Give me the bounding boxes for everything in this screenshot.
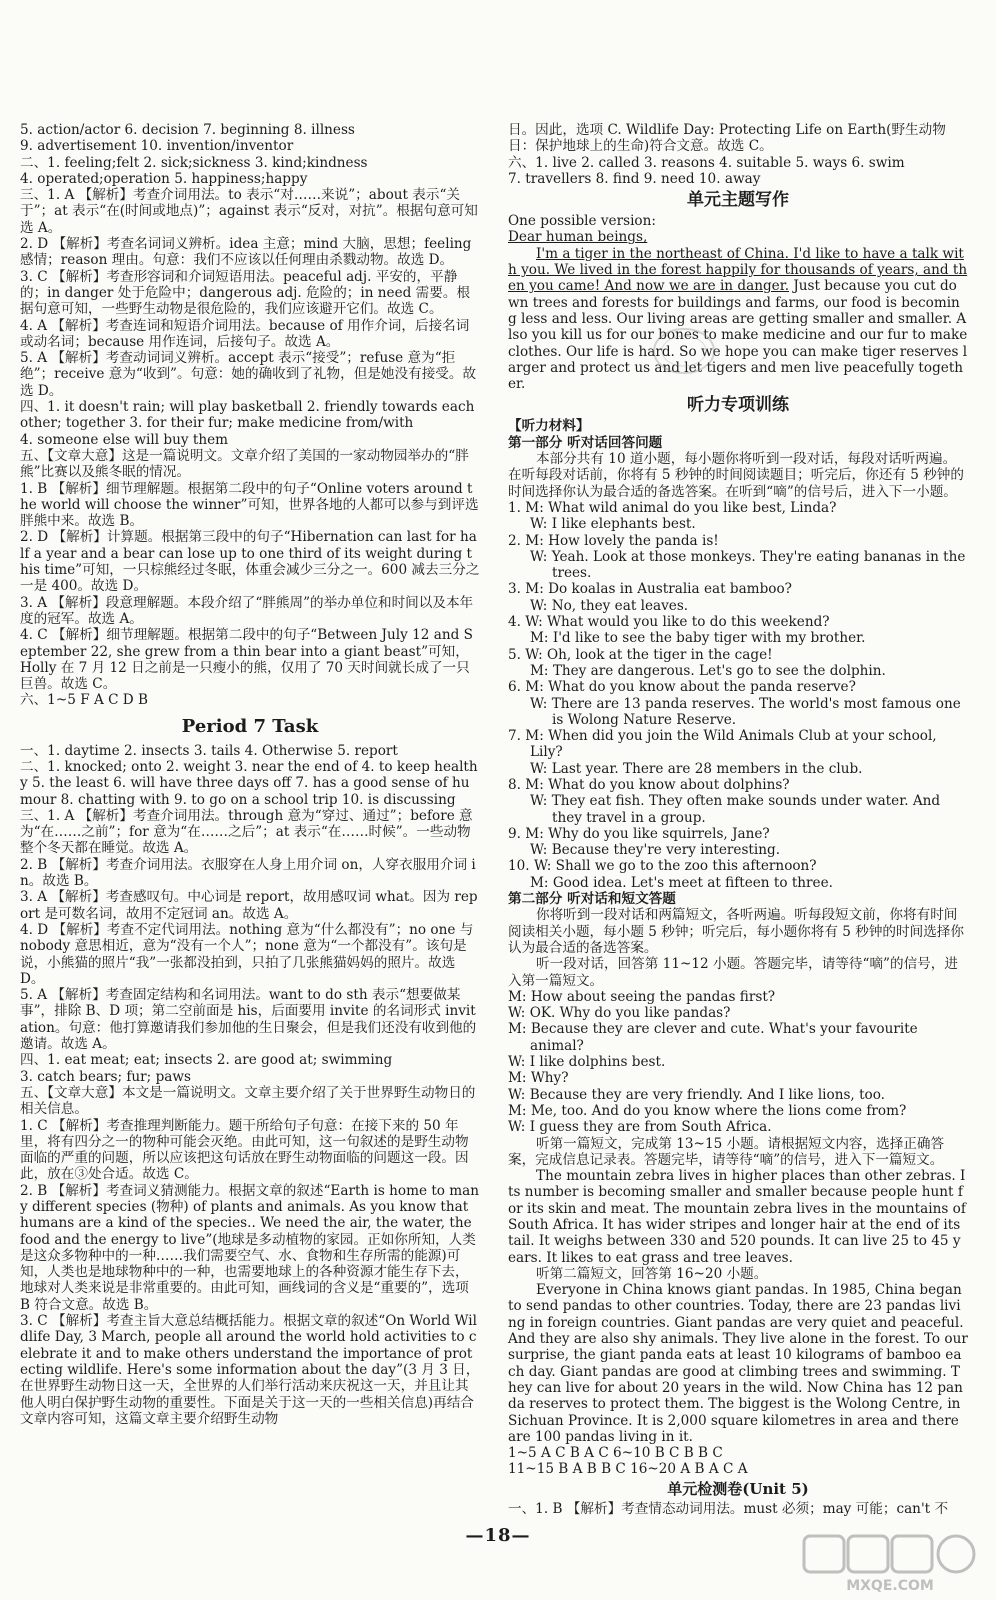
answer-line: 二、1. feeling;felt 2. sick;sickness 3. kind;kindness — [20, 154, 368, 171]
answer-explanation: 3. A 【解析】考查感叹句。中心词是 report，故用感叹词 what。因为 report 是可数名词，故用不定冠词 an。故选 A。 — [20, 889, 478, 922]
passage1-text: The mountain zebra lives in higher places than other zebras. Its number is becoming smaller and smaller because people hunt for its skin and meat. The mountain zebra lives in the mountains of South Africa. It has wider stripes and longer hair at the end of its tail. It weighs between 330 and 520 pounds. It can live 25 to 45 years. It likes to eat grass and tree leaves. — [508, 1168, 966, 1266]
writing-heading: 单元主题写作 — [687, 190, 789, 211]
dialog-line: W: Because they are very friendly. And I like lions, too. — [508, 1086, 885, 1103]
dialog-line: M: They are dangerous. Let's go to see the dolphin. — [530, 662, 886, 679]
answer-line: 六、1. live 2. called 3. reasons 4. suitable 5. ways 6. swim — [508, 154, 905, 171]
answer-explanation: 1. C 【解析】考查推理判断能力。题干所给句子句意：在接下来的 50 年里，将有四分之一的物种可能会灭绝。由此可知，这一句叙述的是野生动物面临的严重的问题，所以应该把这句话放在野生动物面临的问题这一段。因此，放在③处合适。故选 C。 — [20, 1117, 469, 1183]
answer-explanation: 三、1. A 【解析】考查介词用法。through 意为“穿过、通过”；before 意为“在……之前”；for 意为“在……之后”；at 表示“在……时候”。一些动物整个冬天都在睡觉。故选 A。 — [20, 807, 473, 857]
answer-explanation: 2. B 【解析】考查词义猜测能力。根据文章的叙述“Earth is home to many different species (物种) of plants and animals. As you know that humans are a kind of the species.. We need the air, the water, the food and the energy to live”(地球是多动植物的家园。正如你所知，人类是这众多物种中的一种……我们需要空气、水、食物和生存所需的能源)可知，人类也是地球物种中的一种，也需要地球上的各种资源才能生存下去，地球对人类来说是非常重要的。由此可知，画线词的含义是“重要的”，选项 B 符合文意。故选 B。 — [20, 1182, 480, 1313]
answer-explanation: 3. C 【解析】考查形容词和介词短语用法。peaceful adj. 平安的，平静的；in danger 处于危险中；dangerous adj. 危险的；in need 需要。根据句意可知，一些野生动物是很危险的，我们应该避开它们。故选 C。 — [20, 268, 471, 318]
passage2-intro: 听第二篇短文，回答第 16~20 小题。 — [536, 1265, 768, 1282]
writing-rest: Just because you cut down trees and forests for buildings and farms, our food is becoming less and less. Our living areas are getting smaller and smaller. Also you kill us for our bones to make medicine and our fur to make clothes. Our life is hard. So we hope you can make tiger reserves larger and protect us and let tigers and men live peacefully together. — [508, 278, 968, 393]
dialog-line: W: I guess they are from South Africa. — [508, 1119, 772, 1136]
dialog-line: W: I like elephants best. — [530, 516, 696, 533]
answer-line: 二、1. knocked; onto 2. weight 3. near the end of 4. to keep healthy 5. the least 6. will have three days off 7. has a good sense of humour 8. chatting with 9. to go on a school trip 10. is discussing — [20, 758, 478, 808]
writing-intro: One possible version: — [508, 213, 656, 230]
passage1-intro: 听第一篇短文，完成第 13~15 小题。请根据短文内容，选择正确答案，完成信息记录表。答题完毕，请等待“嘀”的信号，进入下一篇短文。 — [508, 1135, 945, 1168]
answer-line: 六、1~5 F A C D B — [20, 692, 149, 709]
dialog-line: 3. M: Do koalas in Australia eat bamboo? — [508, 581, 792, 598]
answer-explanation: 2. D 【解析】计算题。根据第三段中的句子“Hibernation can last for half a year and a bear can lose up to one third of its weight during this time”可知，一只棕熊经过冬眠，体重会减少三分之一。600 减去三分之一是 400。故选 D。 — [20, 529, 480, 595]
test-heading: 单元检测卷(Unit 5) — [667, 1479, 809, 1498]
dialog-line: M: Good idea. Let's meet at fifteen to three. — [530, 874, 833, 891]
answer-line: 一、1. daytime 2. insects 3. tails 4. Otherwise 5. report — [20, 742, 398, 759]
answer-explanation: 3. C 【解析】考查主旨大意总结概括能力。根据文章的叙述“On World Wildlife Day, 3 March, people all around the world hold activities to celebrate it and to make others understand the importance of protecting wildlife. Here's some information about the day”(3 月 3 日，在世界野生动物日这一天，全世界的人们举行活动来庆祝这一天，并且让其他人明白保护野生动物的重要性。下面是关于这一天的一些相关信息)再结合文章内容可知，这篇文章主要介绍野生动物 — [20, 1313, 480, 1427]
part1-label: 第一部分 听对话回答问题 — [508, 434, 663, 451]
answer-explanation: 三、1. A 【解析】考查介词用法。to 表示“对……来说”；about 表示“关于”；at 表示“在(时间或地点)”；against 表示“反对，对抗”。根据句意可知选 A。 — [20, 187, 478, 236]
answer-explanation: 5. A 【解析】考查固定结构和名词用法。want to do sth 表示“想要做某事”，排除 B、D 项；第二空前面是 his，后面要用 invite 的名词形式 invitation。句意：他打算邀请我们参加他的生日聚会，但是我们还没有收到他的邀请。故选 A。 — [20, 987, 477, 1053]
passage2-text: Everyone in China knows giant pandas. In 1985, China began to send pandas to other countries. Today, there are 23 pandas living in foreign countries. Giant pandas are very quiet and peaceful. And they are also shy animals. They live alone in the forest. To our surprise, the giant panda eats at least 10 kilograms of bamboo each day. Giant pandas are good at climbing trees and swimming. They can live for about 20 years in the wild. Now China has 12 panda reserves to protect them. The biggest is the Wolong Centre, in Sichuan Province. It is 2,000 square kilometres in area and there are 100 pandas living in it. — [508, 1282, 968, 1445]
dialog-line: M: I'd like to see the baby tiger with my brother. — [530, 630, 866, 647]
dialog-list — [508, 500, 968, 891]
page-number: —18— — [465, 1525, 531, 1546]
dialog-line: W: Last year. There are 28 members in the club. — [530, 760, 863, 777]
writing-body — [508, 246, 968, 393]
answer-key-1: 1~5 A C B A C 6~10 B C B B C — [508, 1445, 723, 1462]
watermark-text: MXQE.COM — [846, 1578, 934, 1594]
answer-line: 4. operated;operation 5. happiness;happy — [20, 170, 308, 187]
answer-explanation: 4. D 【解析】考查不定代词用法。nothing 意为“什么都没有”；no one 与 nobody 意思相近，意为“没有一个人”；none 意为“一个都没有”。该句是说，小熊猫的照片“我”一张都没拍到，只拍了几张熊猫妈妈的照片。故选 D。 — [20, 921, 474, 987]
passage-summary: 五、【文章大意】本文是一篇说明文。文章主要介绍了关于世界野生动物日的相关信息。 — [20, 1084, 476, 1118]
dialog-line: 2. M: How lovely the panda is! — [508, 532, 719, 549]
answer-explanation: 日。因此，选项 C. Wildlife Day: Protecting Life on Earth(野生动物日：保护地球上的生命)符合文意。故选 C。 — [508, 122, 946, 155]
answer-key-2: 11~15 B A B B C 16~20 A B A C A — [508, 1461, 748, 1478]
dialog-line: 1. M: What wild animal do you like best, Linda? — [508, 499, 837, 516]
part1-intro: 本部分共有 10 道小题，每小题你将听到一段对话，每段对话听两遍。在听每段对话前，你将有 5 秒钟的时间阅读题目；听完后，你还有 5 秒钟的时间选择你认为最合适的备选答案。在听到“嘀”的信号后，进入下一小题。 — [508, 451, 964, 500]
conversation — [508, 989, 968, 1136]
passage-summary: 五、【文章大意】这是一篇说明文。文章介绍了美国的一家动物园举办的“胖熊”比赛以及熊冬眠的情况。 — [20, 447, 469, 481]
test-line: 一、1. B 【解析】考查情态动词用法。must 必须；may 可能；can't 不 — [508, 1500, 949, 1517]
answer-line: 5. action/actor 6. decision 7. beginning 8. illness — [20, 122, 355, 138]
watermark-logo-icon — [802, 1534, 978, 1594]
answer-line: 3. catch bears; fur; paws — [20, 1068, 191, 1085]
dialog-line: M: Why? — [508, 1070, 569, 1087]
writing-underlined: I'm a tiger in the northeast of China. I'd like to have a talk with you. We lived in the forest happily for thousands of years, and then you came! And now we are in danger. — [508, 245, 968, 295]
answer-line: 四、1. it doesn't rain; will play basketball 2. friendly towards each other; together 3. for their fur; make medicine from/with — [20, 399, 475, 432]
dialog-line: M: How about seeing the pandas first? — [508, 988, 776, 1005]
left-column — [20, 122, 480, 1427]
answer-explanation: 4. C 【解析】细节理解题。根据第二段中的句子“Between July 12 and September 22, she grew from a thin bear into a giant beast”可知，Holly 在 7 月 12 日之前是一只瘦小的熊，仅用了 70 天时间就长成了一只巨兽。故选 C。 — [20, 627, 473, 693]
dialog-line: 7. M: When did you join the Wild Animals Club at your school, Lily? — [508, 728, 937, 761]
dialog-line: 6. M: What do you know about the panda reserve? — [508, 679, 856, 696]
dialog-line: 10. W: Shall we go to the zoo this afternoon? — [508, 858, 817, 875]
dialog-line: W: There are 13 panda reserves. The world's most famous one is Wolong Nature Reserve. — [530, 695, 961, 728]
material-label: 【听力材料】 — [508, 418, 590, 435]
dialog-line: W: OK. Why do you like pandas? — [508, 1005, 731, 1022]
answer-line: 9. advertisement 10. invention/inventor — [20, 138, 294, 155]
dialog-line: 4. W: What would you like to do this weekend? — [508, 614, 830, 631]
answer-line: 4. someone else will buy them — [20, 431, 229, 448]
dialog-line: 8. M: What do you know about dolphins? — [508, 776, 790, 793]
dialog-line: M: Me, too. And do you know where the lions come from? — [508, 1102, 907, 1119]
part2-dialog-intro: 听一段对话，回答第 11~12 小题。答题完毕，请等待“嘀”的信号，进入第一篇短文。 — [508, 956, 958, 989]
listening-heading: 听力专项训练 — [687, 395, 789, 416]
dialog-line: W: I like dolphins best. — [508, 1054, 666, 1071]
answer-explanation: 3. A 【解析】段意理解题。本段介绍了“胖熊周”的举办单位和时间以及本年度的冠军。故选 A。 — [20, 594, 474, 627]
right-column — [508, 122, 968, 1517]
writing-salutation: Dear human beings, — [508, 229, 648, 246]
answer-line: 7. travellers 8. find 9. need 10. away — [508, 170, 761, 187]
dialog-line: W: They eat fish. They often make sounds under water. And they travel in a group. — [530, 793, 941, 826]
answer-explanation: 2. B 【解析】考查介词用法。衣服穿在人身上用介词 on，人穿衣服用介词 in。故选 B。 — [20, 856, 476, 890]
answer-explanation: 4. A 【解析】考查连词和短语介词用法。because of 用作介词，后接名词或动名词；because 用作连词，后接句子。故选 A。 — [20, 317, 470, 350]
answer-explanation: 5. A 【解析】考查动词词义辨析。accept 表示“接受”；refuse 意为“拒绝”；receive 意为“收到”。句意：她的确收到了礼物，但是她没有接受。故选 D。 — [20, 350, 477, 399]
dialog-line: W: Yeah. Look at those monkeys. They're eating bananas in the trees. — [530, 548, 966, 582]
period-heading: Period 7 Task — [181, 715, 319, 737]
part2-label: 第二部分 听对话和短文答题 — [508, 891, 676, 908]
dialog-line: W: No, they eat leaves. — [530, 597, 689, 614]
answer-explanation: 2. D 【解析】考查名词词义辨析。idea 主意；mind 大脑，思想；feeling 感情；reason 理由。句意：我们不应该以任何理由杀戮动物。故选 D。 — [20, 236, 472, 269]
part2-intro: 你将听到一段对话和两篇短文，各听两遍。听每段短文前，你将有时间阅读相关小题，每小题 5 秒钟；听完后，每小题你将有 5 秒钟的时间选择你认为最合适的备选答案。 — [508, 907, 964, 956]
dialog-line: W: Because they're very interesting. — [530, 842, 781, 859]
dialog-line: 5. W: Oh, look at the tiger in the cage! — [508, 646, 773, 663]
answer-line: 四、1. eat meat; eat; insects 2. are good at; swimming — [20, 1052, 393, 1069]
dialog-line: M: Because they are clever and cute. What's your favourite animal? — [508, 1021, 918, 1054]
faded-stamp-icon — [650, 325, 718, 377]
answer-explanation: 1. B 【解析】细节理解题。根据第二段中的句子“Online voters around the world will choose the winner”可知，世界各地的人都可以参与到评选胖熊中来。故选 B。 — [20, 480, 479, 530]
dialog-line: 9. M: Why do you like squirrels, Jane? — [508, 825, 770, 842]
